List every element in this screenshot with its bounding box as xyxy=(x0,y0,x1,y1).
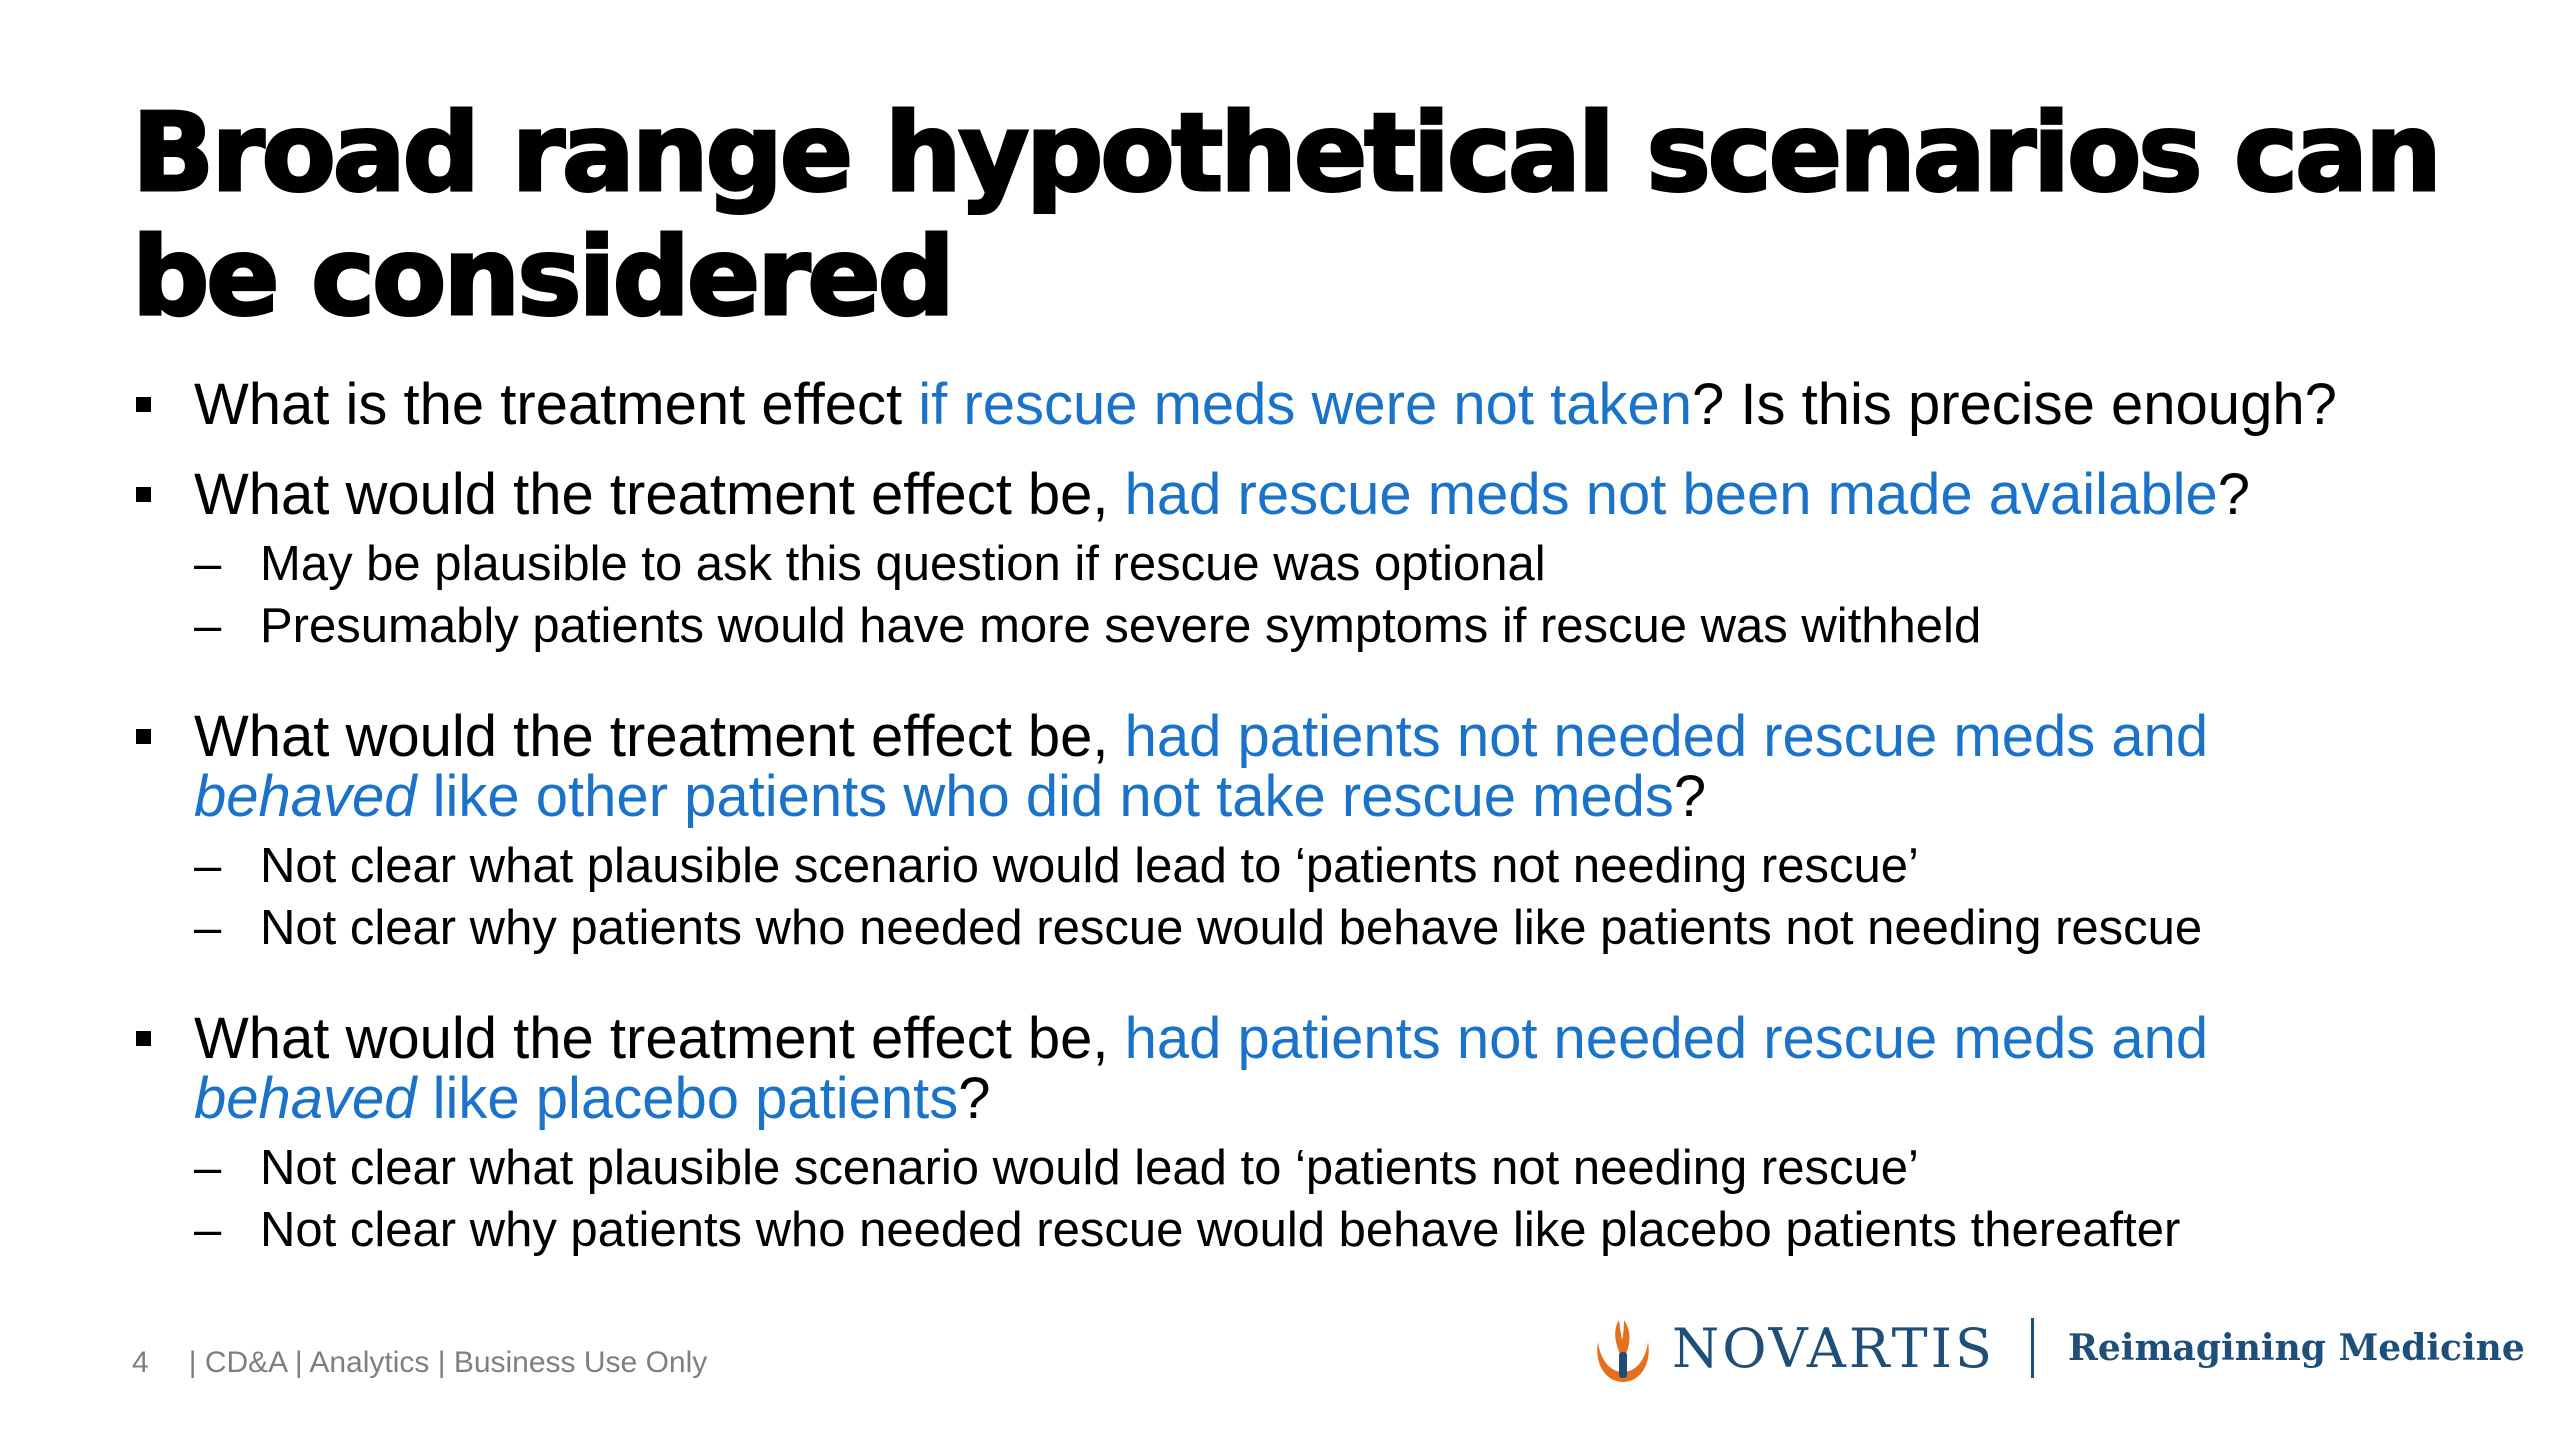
sub-bullet-list xyxy=(132,533,2462,657)
bullet-highlight: like placebo patients xyxy=(416,1066,959,1131)
bullet-highlight-italic: behaved xyxy=(194,764,417,829)
sub-bullet-item xyxy=(132,835,2462,897)
dash-bullet-icon: – xyxy=(194,537,222,591)
sub-bullet-item xyxy=(132,897,2462,959)
slide-title: Broad range hypothetical scenarios can be considered xyxy=(132,91,2439,340)
sub-bullet-item xyxy=(132,1199,2462,1261)
logo-divider xyxy=(2031,1318,2034,1378)
bullet-text: ? xyxy=(958,1066,991,1131)
sub-bullet-text: Not clear what plausible scenario would lead to ‘patients not needing rescue’ xyxy=(260,1141,1919,1195)
bullet-highlight: had patients not needed rescue meds and xyxy=(1124,704,2209,769)
sub-bullet-text: May be plausible to ask this question if rescue was optional xyxy=(260,537,1546,591)
dash-bullet-icon: – xyxy=(194,599,222,653)
dash-bullet-icon: – xyxy=(194,1203,222,1257)
square-bullet-icon xyxy=(136,397,151,412)
dash-bullet-icon: – xyxy=(194,901,222,955)
bullet-highlight: had patients not needed rescue meds and xyxy=(1124,1006,2209,1071)
bullet-highlight: if rescue meds were not taken xyxy=(918,372,1692,437)
footer xyxy=(132,1346,707,1380)
sub-bullet-list xyxy=(132,1137,2462,1261)
bullet-highlight: had rescue meds not been made available xyxy=(1124,462,2218,527)
novartis-flame-icon xyxy=(1590,1308,1656,1388)
bullet-text: ? Is this precise enough? xyxy=(1691,372,2337,437)
bullet-text: What would the treatment effect be, xyxy=(194,704,1125,769)
footer-text: | CD&A | Analytics | Business Use Only xyxy=(188,1346,708,1379)
bullet-item xyxy=(132,704,2462,829)
square-bullet-icon xyxy=(136,487,151,502)
sub-bullet-item xyxy=(132,533,2462,595)
square-bullet-icon xyxy=(136,729,151,744)
sub-bullet-text: Presumably patients would have more severe symptoms if rescue was withheld xyxy=(260,599,1982,653)
brand-tagline: Reimagining Medicine xyxy=(2067,1327,2525,1369)
bullet-item xyxy=(132,1006,2462,1131)
bullet-list xyxy=(132,372,2462,1261)
bullet-text: ? xyxy=(2217,462,2250,527)
bullet-item xyxy=(132,462,2462,527)
bullet-item xyxy=(132,372,2462,437)
sub-bullet-item xyxy=(132,595,2462,657)
brand-name: NOVARTIS xyxy=(1672,1316,1995,1380)
square-bullet-icon xyxy=(136,1031,151,1046)
bullet-text: What would the treatment effect be, xyxy=(194,1006,1125,1071)
sub-bullet-text: Not clear why patients who needed rescue would behave like patients not needing rescue xyxy=(260,901,2203,955)
sub-bullet-text: Not clear what plausible scenario would lead to ‘patients not needing rescue’ xyxy=(260,839,1919,893)
bullet-text: What is the treatment effect xyxy=(194,372,919,437)
page-number: 4 xyxy=(132,1346,149,1379)
novartis-logo xyxy=(1590,1308,2525,1388)
bullet-highlight-italic: behaved xyxy=(194,1066,417,1131)
sub-bullet-item xyxy=(132,1137,2462,1199)
bullet-text: What would the treatment effect be, xyxy=(194,462,1125,527)
sub-bullet-list xyxy=(132,835,2462,959)
dash-bullet-icon: – xyxy=(194,1141,222,1195)
bullet-highlight: like other patients who did not take rescue meds xyxy=(416,764,1674,829)
sub-bullet-text: Not clear why patients who needed rescue would behave like placebo patients thereafter xyxy=(260,1203,2181,1257)
dash-bullet-icon: – xyxy=(194,839,222,893)
bullet-text: ? xyxy=(1673,764,1707,829)
